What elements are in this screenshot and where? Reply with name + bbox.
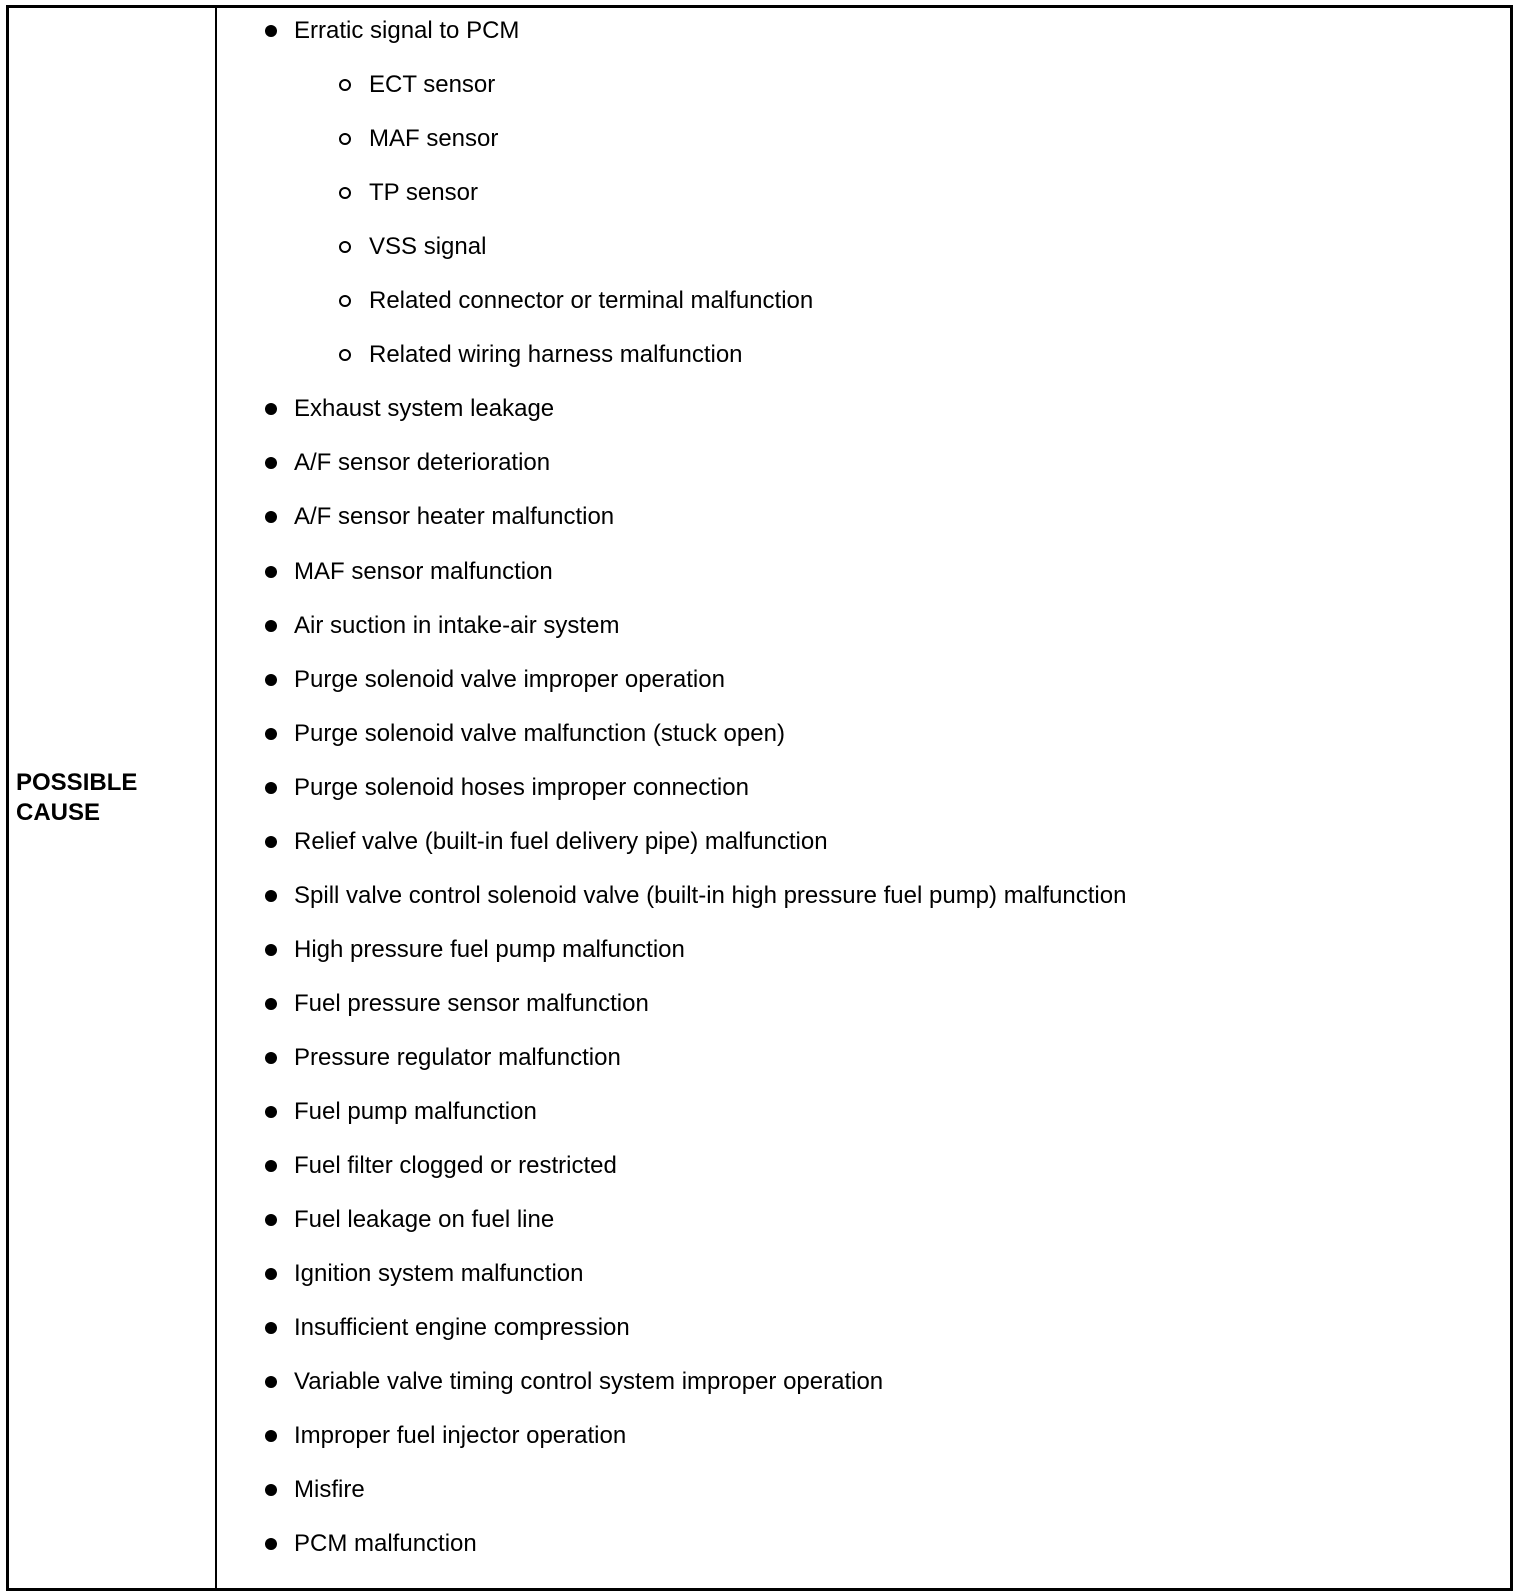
hollow-bullet-icon — [339, 349, 351, 361]
hollow-bullet-icon — [339, 79, 351, 91]
filled-bullet-icon — [265, 620, 277, 632]
list-item-text: Misfire — [294, 1476, 365, 1504]
filled-bullet-icon — [265, 1484, 277, 1496]
filled-bullet-icon — [265, 1322, 277, 1334]
list-item-text: Improper fuel injector operation — [294, 1422, 627, 1450]
list-item-text: Relief valve (built-in fuel delivery pipe) malfunction — [294, 827, 828, 855]
hollow-bullet-icon — [339, 295, 351, 307]
list-item-text: A/F sensor deterioration — [294, 449, 551, 477]
filled-bullet-icon — [265, 1268, 277, 1280]
filled-bullet-icon — [265, 890, 277, 902]
list-item-text: Variable valve timing control system improper operation — [294, 1368, 884, 1396]
list-item-text: A/F sensor heater malfunction — [294, 503, 615, 531]
hollow-bullet-icon — [339, 241, 351, 253]
filled-bullet-icon — [265, 944, 277, 956]
row-label-cell — [16, 768, 206, 828]
filled-bullet-icon — [265, 782, 277, 794]
filled-bullet-icon — [265, 25, 277, 37]
filled-bullet-icon — [265, 836, 277, 848]
list-item-text: TP sensor — [369, 179, 478, 207]
list-item-text: Purge solenoid hoses improper connection — [294, 773, 749, 801]
cause-list — [217, 8, 1510, 1588]
list-item-text: Fuel leakage on fuel line — [294, 1206, 555, 1234]
filled-bullet-icon — [265, 566, 277, 578]
row-label-line1: POSSIBLE — [16, 769, 138, 796]
hollow-bullet-icon — [339, 133, 351, 145]
filled-bullet-icon — [265, 1214, 277, 1226]
list-item-text: Related connector or terminal malfunction — [369, 287, 814, 315]
list-item-text: Pressure regulator malfunction — [294, 1043, 621, 1071]
list-item-text: Related wiring harness malfunction — [369, 341, 743, 369]
filled-bullet-icon — [265, 457, 277, 469]
filled-bullet-icon — [265, 1052, 277, 1064]
filled-bullet-icon — [265, 1106, 277, 1118]
possible-cause-table — [6, 5, 1513, 1591]
list-item-text: VSS signal — [369, 233, 487, 261]
list-item-text: High pressure fuel pump malfunction — [294, 935, 685, 963]
list-item-text: Erratic signal to PCM — [294, 17, 520, 44]
list-item-text: ECT sensor — [369, 71, 496, 99]
filled-bullet-icon — [265, 1430, 277, 1442]
list-item-text: Insufficient engine compression — [294, 1314, 630, 1342]
list-item-text: Ignition system malfunction — [294, 1260, 584, 1288]
hollow-bullet-icon — [339, 187, 351, 199]
list-item-text: Purge solenoid valve malfunction (stuck open) — [294, 719, 785, 747]
filled-bullet-icon — [265, 998, 277, 1010]
list-item-text: Fuel pressure sensor malfunction — [294, 989, 649, 1017]
list-item-text: PCM malfunction — [294, 1530, 477, 1558]
filled-bullet-icon — [265, 674, 277, 686]
filled-bullet-icon — [265, 1160, 277, 1172]
filled-bullet-icon — [265, 511, 277, 523]
list-item-text: Fuel filter clogged or restricted — [294, 1152, 617, 1180]
list-item-text: Air suction in intake-air system — [294, 611, 620, 639]
list-item-text: MAF sensor malfunction — [294, 557, 553, 585]
list-item-text: MAF sensor — [369, 125, 499, 153]
filled-bullet-icon — [265, 1376, 277, 1388]
list-item-text: Spill valve control solenoid valve (built-in high pressure fuel pump) malfunction — [294, 881, 1127, 909]
filled-bullet-icon — [265, 1538, 277, 1550]
row-label-line2: CAUSE — [16, 799, 101, 826]
filled-bullet-icon — [265, 403, 277, 415]
list-item-text: Purge solenoid valve improper operation — [294, 665, 725, 693]
list-item-text: Fuel pump malfunction — [294, 1098, 537, 1125]
filled-bullet-icon — [265, 728, 277, 740]
list-item-text: Exhaust system leakage — [294, 395, 555, 423]
